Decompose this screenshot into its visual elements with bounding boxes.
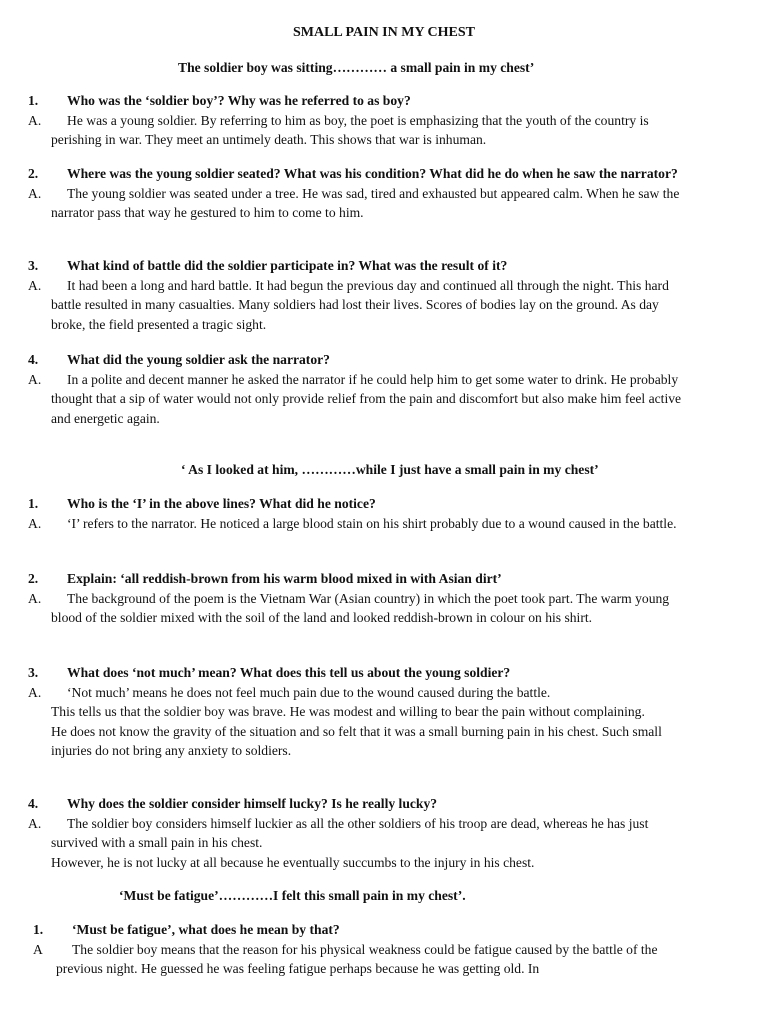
question-text: Why does the soldier consider himself lucky? Is he really lucky?: [67, 796, 438, 811]
question-text: What kind of battle did the soldier participate in? What was the result of it?: [67, 258, 508, 273]
answer-label: A.: [28, 815, 42, 831]
answer-text: The young soldier was seated under a tree. He was sad, tired and exhausted but appeared calm. When he saw the narrator pass that way he gestured to him to come to him.: [51, 185, 680, 220]
answer-text: This tells us that the soldier boy was brave. He was modest and willing to bear the pain without complaining.: [51, 704, 645, 719]
section-3-question-1: [33, 920, 693, 979]
answer-label: A.: [28, 684, 42, 700]
answer-text: However, he is not lucky at all because he eventually succumbs to the injury in his chest.: [51, 854, 535, 870]
section-1-question-4: [28, 350, 688, 428]
section-2-question-2: [28, 569, 688, 628]
answer-text: The soldier boy means that the reason for his physical weakness could be fatigue caused by the battle of the previous night. He guessed he was feeling fatigue perhaps because he was getting old. In: [56, 941, 658, 976]
question-number: 4.: [28, 796, 39, 811]
answer-text: The background of the poem is the Vietnam War (Asian country) in which the poet took part. The warm young blood of the soldier mixed with the soil of the land and looked reddish-brown in colour on his shirt.: [51, 590, 670, 625]
section-1-question-3: [28, 256, 688, 334]
question-number: 2.: [28, 166, 39, 181]
section-2-question-1: [28, 494, 688, 533]
question-text: What does ‘not much’ mean? What does this tell us about the young soldier?: [67, 665, 511, 680]
answer-text: ‘Not much’ means he does not feel much pain due to the wound caused during the battle.: [67, 684, 551, 700]
question-text: Where was the young soldier seated? What was his condition? What did he do when he saw the narrator?: [67, 166, 678, 181]
question-number: 3.: [28, 665, 39, 680]
answer-label: A.: [28, 277, 42, 293]
answer-text: It had been a long and hard battle. It had begun the previous day and continued all through the night. This hard battle resulted in many casualties. Many soldiers had lost their lives. Scores of bodies lay on the ground. As day broke, the field presented a tragic sight.: [51, 277, 669, 332]
section-1-reference: The soldier boy was sitting………… a small pain in my chest’: [178, 60, 535, 75]
answer-label: A.: [28, 515, 42, 531]
answer-label: A.: [28, 590, 42, 606]
page-title: SMALL PAIN IN MY CHEST: [292, 25, 476, 40]
answer-label: A.: [28, 371, 42, 387]
answer-label: A.: [28, 112, 42, 128]
question-number: 1.: [28, 93, 39, 108]
section-2-reference: ‘ As I looked at him, …………while I just have a small pain in my chest’: [181, 462, 599, 477]
answer-text: He does not know the gravity of the situation and so felt that it was a small burning pain in his chest. Such small injuries do not bring any anxiety to soldiers.: [51, 723, 662, 758]
question-text: What did the young soldier ask the narrator?: [67, 352, 330, 367]
question-text: Who is the ‘I’ in the above lines? What did he notice?: [67, 496, 376, 511]
section-2-question-3: [28, 663, 688, 761]
question-number: 3.: [28, 258, 39, 273]
question-number: 4.: [28, 352, 39, 367]
question-text: Who was the ‘soldier boy’? Why was he referred to as boy?: [67, 93, 411, 108]
section-3-reference: ‘Must be fatigue’…………I felt this small pain in my chest’.: [119, 888, 466, 903]
question-number: 1.: [28, 496, 39, 511]
answer-label: A: [33, 941, 43, 957]
question-text: Explain: ‘all reddish-brown from his warm blood mixed in with Asian dirt’: [67, 571, 502, 586]
section-1-question-2: [28, 164, 688, 223]
question-number: 2.: [28, 571, 39, 586]
answer-text: In a polite and decent manner he asked the narrator if he could help him to get some water to drink. He probably thought that a sip of water would not only provide relief from the pain and discomfort but also make him feel active and energetic again.: [51, 371, 682, 426]
answer-label: A.: [28, 185, 42, 201]
question-text: ‘Must be fatigue’, what does he mean by that?: [72, 922, 340, 937]
section-1-question-1: [28, 91, 688, 150]
answer-text: The soldier boy considers himself luckier as all the other soldiers of his troop are dead, whereas he has just survived with a small pain in his chest.: [51, 815, 649, 850]
answer-text: ‘I’ refers to the narrator. He noticed a large blood stain on his shirt probably due to a wound caused in the battle.: [67, 515, 677, 531]
answer-text: He was a young soldier. By referring to him as boy, the poet is emphasizing that the youth of the country is perishing in war. They meet an untimely death. This shows that war is inhuman.: [51, 112, 649, 147]
question-number: 1.: [33, 922, 44, 937]
section-2-question-4: [28, 794, 688, 872]
